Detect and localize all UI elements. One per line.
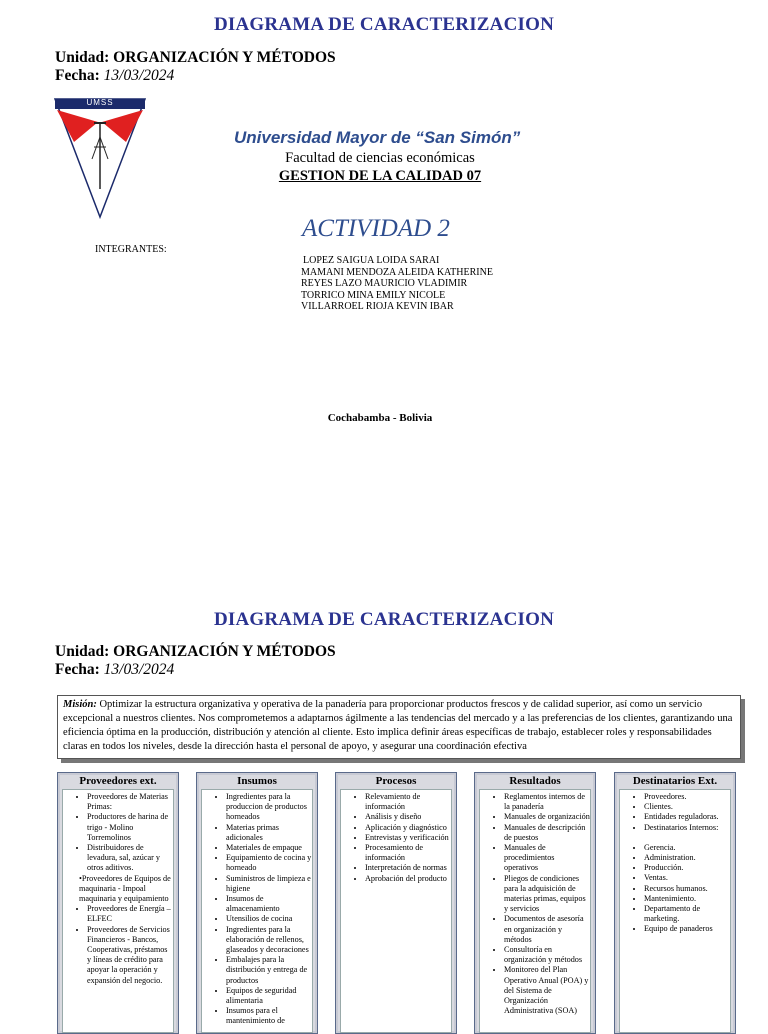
list-item: • Análisis y diseño xyxy=(365,812,451,822)
logo-text: UMSS xyxy=(86,98,114,107)
list-item: • Pliegos de condiciones para la adquisición de materias primas, equipos y servicios xyxy=(504,874,590,915)
list-item: • Gerencia. xyxy=(644,843,730,853)
mission-box xyxy=(57,695,741,759)
umss-logo xyxy=(54,97,146,226)
member-name: MAMANI MENDOZA ALEIDA KATHERINE xyxy=(301,266,493,278)
list-item: • Departamento de marketing. xyxy=(644,904,730,924)
member-name: TORRICO MINA EMILY NICOLE xyxy=(301,289,446,301)
list-item: • Documentos de asesoría en organización y métodos xyxy=(504,914,590,945)
list-item: • Mantenimiento. xyxy=(644,894,730,904)
list-item: • Proveedores de Energía – ELFEC xyxy=(87,904,173,924)
member-name: REYES LAZO MAURICIO VLADIMIR xyxy=(301,278,468,290)
city-label: Cochabamba - Bolivia xyxy=(327,412,433,424)
list-item: •Proveedores de Equipos de maquinaria - Impoal maquinaria y equipamiento xyxy=(79,873,171,904)
list-item: • Utensilios de cocina xyxy=(226,914,312,924)
column-header: Procesos xyxy=(375,775,417,787)
list-item: • Equipamiento de cocina y horneado xyxy=(226,853,312,873)
university-name: Universidad Mayor de “San Simón” xyxy=(234,128,521,147)
list-item: • Destinatarios Internos: xyxy=(644,823,730,833)
list-item: • Equipos de seguridad alimentaria xyxy=(226,986,312,1006)
page1-date xyxy=(55,67,174,85)
column-processes xyxy=(335,772,457,1034)
page1-unit: Unidad: ORGANIZACIÓN Y MÉTODOS xyxy=(55,49,336,66)
mission-label: Misión: xyxy=(63,699,97,710)
column-header: Resultados xyxy=(509,775,561,787)
list-item: • Interpretación de normas xyxy=(365,863,451,873)
page2-title: DIAGRAMA DE CARACTERIZACION xyxy=(213,609,555,630)
date-value: 13/03/2024 xyxy=(103,67,175,84)
list-item: • Aprobación del producto xyxy=(365,874,451,884)
list-item: • Administration. xyxy=(644,853,730,863)
list-item: • Insumos para el mantenimiento de xyxy=(226,1006,312,1026)
list-item: • Procesamiento de información xyxy=(365,843,451,863)
column-header: Destinatarios Ext. xyxy=(632,775,718,787)
faculty-name: Facultad de ciencias económicas xyxy=(285,150,475,166)
list-item: • Ingredientes para la elaboración de rellenos, glaseados y decoraciones xyxy=(226,925,312,956)
members-label: INTEGRANTES: xyxy=(95,244,167,255)
date-value: 13/03/2024 xyxy=(103,661,175,678)
column-suppliers xyxy=(57,772,179,1034)
list-item: • Proveedores de Materias Primas: xyxy=(87,792,173,812)
list-item: • Reglamentos internos de la panadería xyxy=(504,792,590,812)
list-item: • Manuales de procedimientos operativos xyxy=(504,843,590,874)
list-item: • Manuales de descripción de puestos xyxy=(504,823,590,843)
list-item: • Entidades reguladoras. xyxy=(644,812,730,822)
column-recipients xyxy=(614,772,736,1034)
column-header: Insumos xyxy=(237,775,277,787)
list-item: • Materiales de empaque xyxy=(226,843,312,853)
list-item: • Materias primas adicionales xyxy=(226,823,312,843)
list-item: • Productores de harina de trigo - Molino Torremolinos xyxy=(87,812,173,843)
list-item: • Ventas. xyxy=(644,873,730,883)
list-item: • Producción. xyxy=(644,863,730,873)
list-item: • Manuales de organización xyxy=(504,812,590,822)
list-item: • Insumos de almacenamiento xyxy=(226,894,312,914)
date-label: Fecha: xyxy=(55,661,100,678)
list-item: • Clientes. xyxy=(644,802,730,812)
list-item: • Proveedores. xyxy=(644,792,730,802)
page1-title: DIAGRAMA DE CARACTERIZACION xyxy=(213,14,555,35)
list-item: • Equipo de panaderos xyxy=(644,924,730,934)
course-name: GESTION DE LA CALIDAD 07 xyxy=(278,168,482,184)
list-item: • Entrevistas y verificación xyxy=(365,833,451,843)
column-results xyxy=(474,772,596,1034)
column-inputs xyxy=(196,772,318,1034)
list-item: • Proveedores de Servicios Financieros - Bancos, Cooperativas, préstamos y líneas de crédito para apoyar la operación y expansión del negocio. xyxy=(87,925,173,986)
list-item: • Consultoría en organización y métodos xyxy=(504,945,590,965)
member-name: LOPEZ SAIGUA LOIDA SARAI xyxy=(303,255,440,266)
column-header: Proveedores ext. xyxy=(79,775,157,787)
page2-unit: Unidad: ORGANIZACIÓN Y MÉTODOS xyxy=(55,643,336,660)
member-name: VILLARROEL RIOJA KEVIN IBAR xyxy=(301,301,454,313)
list-item: • Suministros de limpieza e higiene xyxy=(226,874,312,894)
list-item: • Ingredientes para la produccion de productos horneados xyxy=(226,792,312,823)
list-item: • Distribuidores de levadura, sal, azúcar y otros aditivos. xyxy=(87,843,173,874)
page2-date xyxy=(55,661,174,679)
list-item: • Embalajes para la distribución y entrega de productos xyxy=(226,955,312,986)
activity-title: ACTIVIDAD 2 xyxy=(302,215,450,242)
mission-text: Optimizar la estructura organizativa y operativa de la panadería para proporcionar productos frescos y de calidad superior, así como un servicio excepcional a nuestros clientes. Nos comprometemos a adaptarnos ágilmente a las tendencias del mercado y a las preferencias de los clientes, garantizando una eficiencia óptima en la producción, distribución y atención al cliente. Esto implica definir áreas específicas de trabajo, establecer roles y responsabilidades claras en todos los niveles, desde la dirección hasta el personal de apoyo, y asegurar una coordinación efectiva xyxy=(63,699,733,752)
list-item: • Relevamiento de información xyxy=(365,792,451,812)
members-list xyxy=(301,255,493,313)
date-label: Fecha: xyxy=(55,67,100,84)
list-item: • Recursos humanos. xyxy=(644,884,730,894)
list-item: • Monitoreo del Plan Operativo Anual (POA) y del Sistema de Organización Administrativa (SOA) xyxy=(504,965,590,1016)
list-item: • Aplicación y diagnóstico xyxy=(365,823,451,833)
